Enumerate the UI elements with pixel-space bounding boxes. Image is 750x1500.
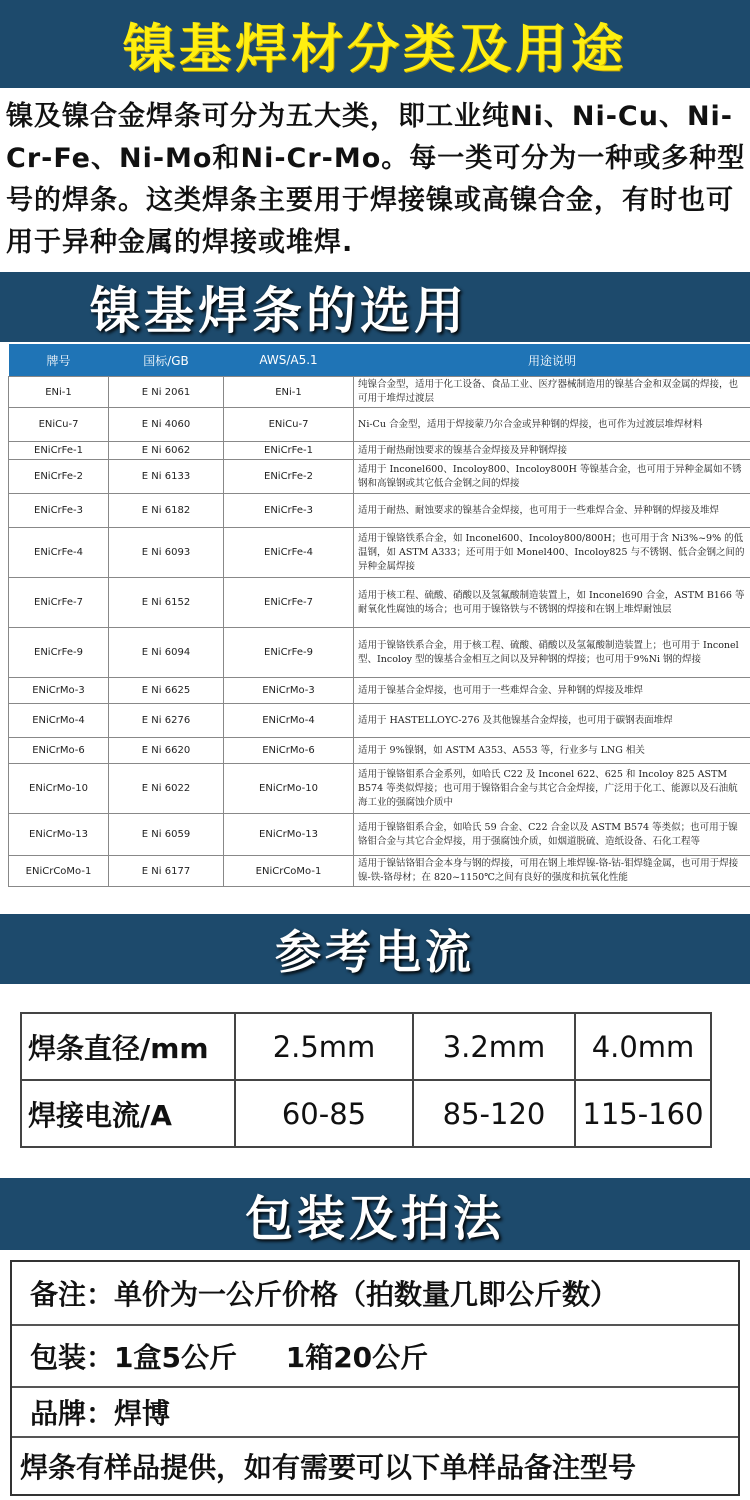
brand-cell: ENiCrFe-3	[9, 494, 109, 528]
usage-cell: Ni-Cu 合金型，适用于焊接蒙乃尔合金或异种钢的焊接，也可作为过渡层堆焊材料	[354, 408, 750, 442]
current-table	[20, 1012, 712, 1148]
usage-cell: 适用于 9%镍钢，如 ASTM A353、A553 等，行业多与 LNG 相关	[354, 738, 750, 764]
table-row	[9, 628, 750, 678]
diameter-value: 2.5mm	[235, 1013, 413, 1080]
table-row	[9, 814, 750, 856]
usage-cell: 适用于耐热耐蚀要求的镍基合金焊接及异种钢焊接	[354, 442, 750, 460]
usage-cell: 适用于 HASTELLOYC-276 及其他镍基合金焊接，也可用于碳钢表面堆焊	[354, 704, 750, 738]
usage-cell: 适用于镍铬钼系合金系列，如哈氏 C22 及 Inconel 622、625 和 Incoloy 825 ASTM B574 等类似焊接；也可用于镍铬钼合金与其它合金焊接，广泛用于化工、能源以及石油航海工业的强腐蚀介质中	[354, 764, 750, 814]
brand-cell: ENiCrFe-2	[9, 460, 109, 494]
gb-cell: E Ni 2061	[109, 377, 224, 408]
gb-cell: E Ni 6059	[109, 814, 224, 856]
table-row	[9, 460, 750, 494]
header-gb: 国标/GB	[109, 344, 224, 377]
gb-cell: E Ni 6093	[109, 528, 224, 578]
current-label: 焊接电流/A	[21, 1080, 235, 1147]
brand-cell: ENiCrFe-1	[9, 442, 109, 460]
note-line: 备注：单价为一公斤价格（拍数量几即公斤数）	[12, 1262, 738, 1326]
brand-cell: ENiCu-7	[9, 408, 109, 442]
table-row	[9, 408, 750, 442]
selection-banner	[0, 272, 750, 342]
gb-cell: E Ni 6094	[109, 628, 224, 678]
brand-line: 品牌：焊博	[12, 1388, 738, 1438]
aws-cell: ENiCu-7	[224, 408, 354, 442]
aws-cell: ENiCrFe-3	[224, 494, 354, 528]
gb-cell: E Ni 6276	[109, 704, 224, 738]
table-row	[9, 704, 750, 738]
diameter-row	[21, 1013, 711, 1080]
gb-cell: E Ni 6022	[109, 764, 224, 814]
brand-cell: ENiCrFe-7	[9, 578, 109, 628]
page-title: 镍基焊材分类及用途	[122, 19, 627, 80]
brand-cell: ENiCrFe-9	[9, 628, 109, 678]
table-row	[9, 678, 750, 704]
gb-cell: E Ni 6625	[109, 678, 224, 704]
current-value: 115-160	[575, 1080, 711, 1147]
brand-cell: ENi-1	[9, 377, 109, 408]
current-value: 85-120	[413, 1080, 575, 1147]
diameter-label: 焊条直径/mm	[21, 1013, 235, 1080]
usage-cell: 适用于镍钴铬钼合金本身与钢的焊接，可用在钢上堆焊镍-铬-钴-钼焊缝金属，也可用于焊接镍-铁-铬母材；在 820~1150℃之间有良好的强度和抗氧化性能	[354, 856, 750, 887]
usage-cell: 适用于镍铬铁系合金，用于核工程、硫酸、硝酸以及氢氟酸制造装置上；也可用于 Inconel 型、Incoloy 型的镍基合金相互之间以及异种钢的焊接；也可用于9%Ni 钢的焊接	[354, 628, 750, 678]
selection-heading: 镍基焊条的选用	[90, 282, 468, 340]
table-row	[9, 377, 750, 408]
table-row	[9, 528, 750, 578]
aws-cell: ENiCrMo-10	[224, 764, 354, 814]
aws-cell: ENiCrFe-9	[224, 628, 354, 678]
table-row	[9, 856, 750, 887]
header-usage: 用途说明	[354, 344, 750, 377]
brand-cell: ENiCrMo-6	[9, 738, 109, 764]
header-aws: AWS/A5.1	[224, 344, 354, 377]
brand-cell: ENiCrCoMo-1	[9, 856, 109, 887]
usage-cell: 适用于 Inconel600、Incoloy800、Incoloy800H 等镍基合金，也可用于异种金属如不锈钢和高镍钢或其它低合金钢之间的焊接	[354, 460, 750, 494]
usage-cell: 纯镍合金型，适用于化工设备、食品工业、医疗器械制造用的镍基合金和双金属的焊接，也可用于堆焊过渡层	[354, 377, 750, 408]
aws-cell: ENi-1	[224, 377, 354, 408]
gb-cell: E Ni 4060	[109, 408, 224, 442]
aws-cell: ENiCrMo-6	[224, 738, 354, 764]
aws-cell: ENiCrCoMo-1	[224, 856, 354, 887]
brand-cell: ENiCrMo-13	[9, 814, 109, 856]
diameter-value: 3.2mm	[413, 1013, 575, 1080]
package-line: 包装：1盒5公斤 1箱20公斤	[12, 1326, 738, 1388]
table-row	[9, 442, 750, 460]
table-row	[9, 738, 750, 764]
spec-table-header	[9, 344, 750, 377]
packaging-banner	[0, 1178, 750, 1250]
aws-cell: ENiCrMo-13	[224, 814, 354, 856]
sample-line: 焊条有样品提供，如有需要可以下单样品备注型号	[20, 1451, 637, 1484]
gb-cell: E Ni 6062	[109, 442, 224, 460]
gb-cell: E Ni 6133	[109, 460, 224, 494]
table-row	[9, 494, 750, 528]
brand-cell: ENiCrFe-4	[9, 528, 109, 578]
gb-cell: E Ni 6620	[109, 738, 224, 764]
table-row	[9, 764, 750, 814]
brand-cell: ENiCrMo-10	[9, 764, 109, 814]
packaging-box	[10, 1260, 740, 1496]
intro-paragraph: 镍及镍合金焊条可分为五大类，即工业纯Ni、Ni-Cu、Ni-Cr-Fe、Ni-Mo和Ni-Cr-Mo。每一类可分为一种或多种型号的焊条。这类焊条主要用于焊接镍或高镍合金，有时也可用于异种金属的焊接或堆焊.	[6, 101, 746, 258]
header-brand: 牌号	[9, 344, 109, 377]
aws-cell: ENiCrMo-3	[224, 678, 354, 704]
current-value: 60-85	[235, 1080, 413, 1147]
aws-cell: ENiCrFe-4	[224, 528, 354, 578]
usage-cell: 适用于镍基合金焊接，也可用于一些难焊合金、异种钢的焊接及堆焊	[354, 678, 750, 704]
aws-cell: ENiCrFe-7	[224, 578, 354, 628]
usage-cell: 适用于核工程、硫酸、硝酸以及氢氟酸制造装置上，如 Inconel690 合金，ASTM B166 等耐氧化性腐蚀的场合；也可用于镍铬铁与不锈钢的焊接和在钢上堆焊耐蚀层	[354, 578, 750, 628]
spec-table	[8, 344, 750, 887]
gb-cell: E Ni 6152	[109, 578, 224, 628]
table-row	[9, 578, 750, 628]
aws-cell: ENiCrFe-2	[224, 460, 354, 494]
diameter-value: 4.0mm	[575, 1013, 711, 1080]
gb-cell: E Ni 6177	[109, 856, 224, 887]
brand-cell: ENiCrMo-3	[9, 678, 109, 704]
title-banner	[0, 0, 750, 88]
usage-cell: 适用于耐热、耐蚀要求的镍基合金焊接，也可用于一些难焊合金、异种钢的焊接及堆焊	[354, 494, 750, 528]
aws-cell: ENiCrFe-1	[224, 442, 354, 460]
current-heading: 参考电流	[275, 925, 475, 979]
aws-cell: ENiCrMo-4	[224, 704, 354, 738]
usage-cell: 适用于镍铬铁系合金，如 Inconel600、Incoloy800/800H；也可用于含 Ni3%~9% 的低温钢，如 ASTM A333；还可用于如 Monel400、Incoloy825 与不锈钢、低合金钢之间的异种金属焊接	[354, 528, 750, 578]
usage-cell: 适用于镍铬钼系合金，如哈氏 59 合金、C22 合金以及 ASTM B574 等类似；也可用于镍铬钼合金与其它合金焊接，用于强腐蚀介质，如烟道脱硫、造纸设备、石化工程等	[354, 814, 750, 856]
brand-cell: ENiCrMo-4	[9, 704, 109, 738]
packaging-heading: 包装及拍法	[244, 1190, 505, 1247]
gb-cell: E Ni 6182	[109, 494, 224, 528]
current-banner	[0, 914, 750, 984]
current-row	[21, 1080, 711, 1147]
